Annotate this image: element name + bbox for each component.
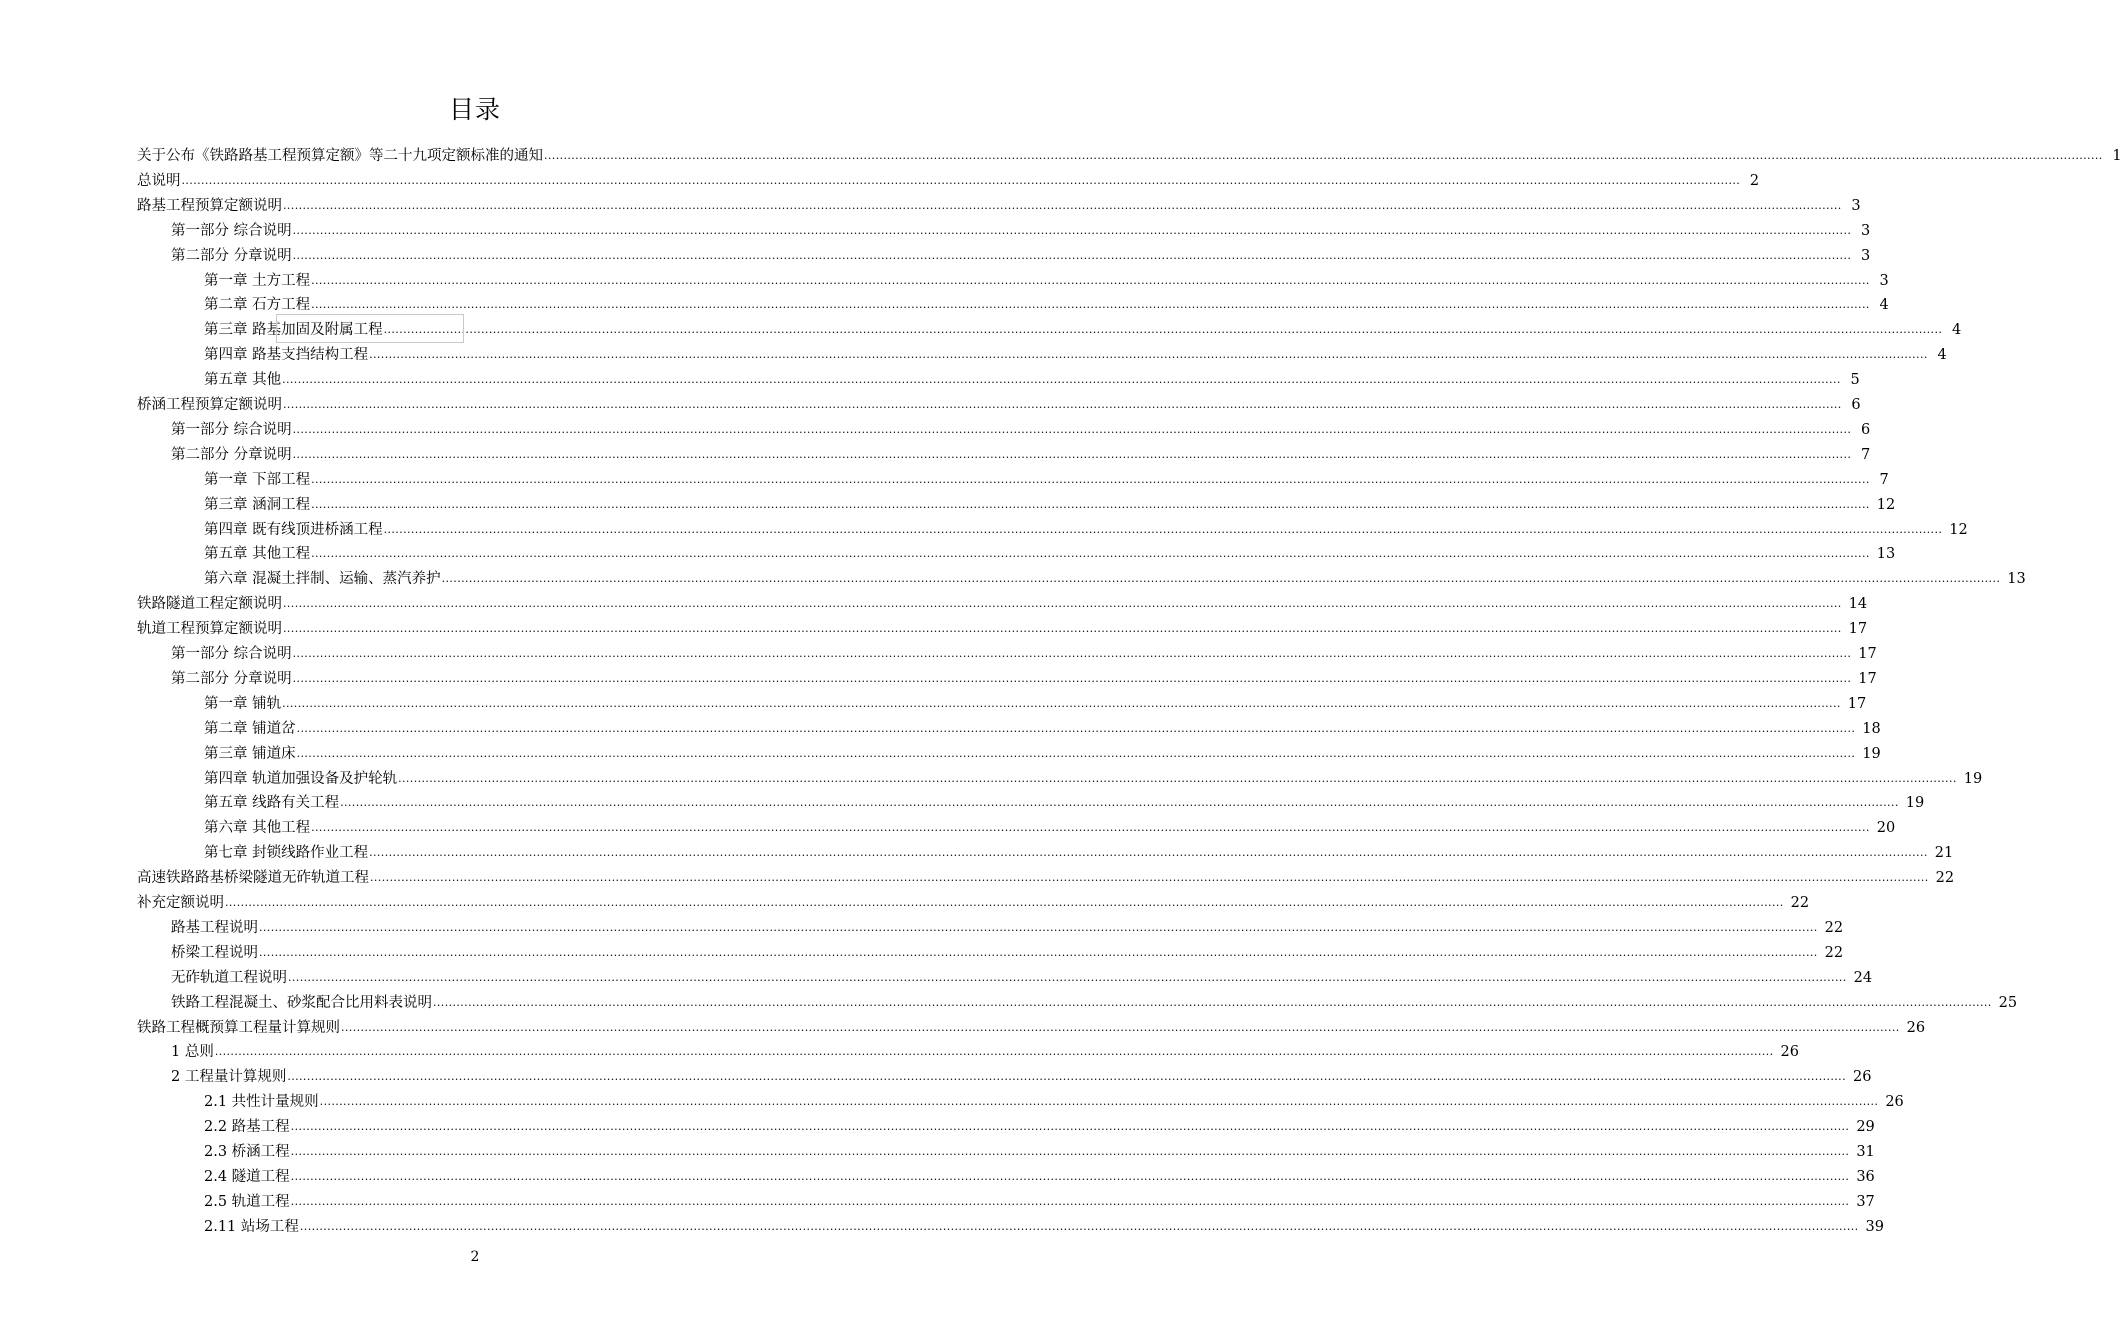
dot-leader: ................................................................................................................................................................................................................................................................................................................................................................................................................: [283, 622, 1842, 636]
dot-leader: ................................................................................................................................................................................................................................................................................................................................................................................................................: [311, 547, 1870, 561]
toc-entry-label: 第二部分 分章说明: [171, 446, 292, 463]
dot-leader: ................................................................................................................................................................................................................................................................................................................................................................................................................: [287, 1070, 1846, 1084]
dot-leader: ................................................................................................................................................................................................................................................................................................................................................................................................................: [292, 248, 1852, 262]
page-title: 目录: [448, 95, 501, 124]
toc-entry-page-number: 22: [1790, 895, 1810, 911]
toc-entry[interactable]: [204, 467, 1889, 489]
dot-leader: ................................................................................................................................................................................................................................................................................................................................................................................................................: [311, 273, 1870, 287]
toc-entry[interactable]: [204, 1089, 1904, 1111]
toc-entry-label: 路基工程预算定额说明: [137, 197, 282, 214]
toc-entry-page-number: 12: [1949, 521, 1968, 538]
toc-entry[interactable]: [137, 890, 1810, 912]
toc-entry-label: 第二部分 分章说明: [171, 247, 292, 264]
dot-leader: ................................................................................................................................................................................................................................................................................................................................................................................................................: [370, 871, 1929, 885]
toc-entry-page-number: 2: [1749, 172, 1760, 189]
toc-entry-label: 1 总则: [171, 1044, 214, 1061]
toc-entry-label: 2.5 轨道工程: [204, 1193, 290, 1210]
dot-leader: ................................................................................................................................................................................................................................................................................................................................................................................................................: [292, 671, 1852, 685]
toc-entry[interactable]: [171, 1039, 1799, 1061]
toc-entry-label: 第二章 石方工程: [204, 297, 311, 314]
toc-entry-page-number: 5: [1850, 372, 1860, 389]
toc-entry-page-number: 7: [1861, 446, 1871, 463]
toc-entry[interactable]: [137, 591, 1868, 613]
toc-entry-label: 第一章 土方工程: [204, 272, 311, 289]
toc-entry-page-number: 4: [1952, 322, 1962, 339]
toc-entry-label: 第四章 路基支挡结构工程: [204, 347, 369, 364]
dot-leader: ................................................................................................................................................................................................................................................................................................................................................................................................................: [181, 173, 1741, 187]
toc-entry-page-number: 1: [2112, 148, 2122, 164]
toc-entry-page-number: 3: [1861, 247, 1871, 264]
toc-entry-page-number: 24: [1853, 969, 1873, 986]
toc-entry-label: 第三章 涵洞工程: [204, 496, 311, 513]
toc-entry-page-number: 22: [1824, 944, 1844, 961]
toc-entry[interactable]: [204, 815, 1896, 837]
toc-entry-label: 第六章 其他工程: [204, 820, 311, 837]
dot-leader: ................................................................................................................................................................................................................................................................................................................................................................................................................: [292, 223, 1852, 237]
toc-entry-page-number: 25: [1998, 994, 2018, 1011]
toc-entry-label: 2.11 站场工程: [204, 1218, 299, 1235]
toc-entry[interactable]: [204, 766, 1983, 788]
dot-leader: ................................................................................................................................................................................................................................................................................................................................................................................................................: [311, 298, 1870, 312]
toc-entry-page-number: 26: [1780, 1044, 1799, 1061]
toc-entry[interactable]: [204, 741, 1881, 763]
toc-entry-page-number: 19: [1963, 770, 1983, 787]
toc-entry[interactable]: [204, 1114, 1875, 1136]
toc-entry-page-number: 13: [2007, 571, 2026, 588]
toc-entry[interactable]: [137, 1015, 1926, 1037]
toc-entry-label: 2 工程量计算规则: [171, 1069, 287, 1086]
toc-entry-page-number: 26: [1852, 1069, 1872, 1086]
toc-entry-label: 无砟轨道工程说明: [171, 969, 287, 986]
dot-leader: ................................................................................................................................................................................................................................................................................................................................................................................................................: [311, 472, 1870, 486]
toc-entry-page-number: 12: [1876, 496, 1896, 513]
toc-entry-page-number: 22: [1935, 870, 1955, 887]
toc-entry[interactable]: [204, 541, 1896, 563]
toc-entry[interactable]: [171, 243, 1871, 265]
page-number: 2: [470, 1249, 480, 1265]
dot-leader: ................................................................................................................................................................................................................................................................................................................................................................................................................: [292, 447, 1852, 461]
toc-entry[interactable]: [137, 616, 1868, 638]
toc-entry-label: 铁路工程混凝土、砂浆配合比用料表说明: [171, 994, 432, 1011]
toc-entry-page-number: 3: [1851, 197, 1861, 214]
toc-entry[interactable]: [171, 990, 2018, 1012]
toc-entry[interactable]: [171, 218, 1871, 240]
dot-leader: ................................................................................................................................................................................................................................................................................................................................................................................................................: [341, 1020, 1900, 1034]
toc-entry-page-number: 13: [1876, 546, 1896, 563]
dot-leader: ................................................................................................................................................................................................................................................................................................................................................................................................................: [288, 970, 1847, 984]
dot-leader: ................................................................................................................................................................................................................................................................................................................................................................................................................: [340, 796, 1899, 810]
toc-entry-label: 第六章 混凝土拌制、运输、蒸汽养护: [204, 571, 441, 588]
toc-entry-label: 轨道工程预算定额说明: [137, 621, 282, 638]
toc-entry-page-number: 26: [1906, 1019, 1926, 1036]
toc-entry-label: 铁路工程概预算工程量计算规则: [137, 1019, 340, 1036]
toc-entry-page-number: 36: [1856, 1168, 1875, 1185]
dot-leader: ................................................................................................................................................................................................................................................................................................................................................................................................................: [292, 647, 1852, 660]
toc-entry-label: 桥涵工程预算定额说明: [137, 397, 282, 413]
toc-entry-page-number: 4: [1879, 297, 1889, 314]
toc-entry-label: 第一部分 综合说明: [171, 421, 292, 438]
dot-leader: ................................................................................................................................................................................................................................................................................................................................................................................................................: [311, 821, 1870, 835]
dot-leader: ................................................................................................................................................................................................................................................................................................................................................................................................................: [311, 497, 1870, 511]
toc-entry-page-number: 21: [1934, 845, 1954, 862]
toc-entry-page-number: 4: [1937, 347, 1947, 364]
toc-entry-page-number: 6: [1851, 397, 1861, 413]
dot-leader: ................................................................................................................................................................................................................................................................................................................................................................................................................: [299, 1219, 1859, 1233]
toc-entry[interactable]: [204, 342, 1947, 364]
toc-entry-page-number: 29: [1856, 1119, 1875, 1136]
toc-entry-label: 总说明: [137, 172, 181, 189]
toc-entry-label: 高速铁路路基桥梁隧道无砟轨道工程: [137, 870, 369, 887]
dot-leader: ................................................................................................................................................................................................................................................................................................................................................................................................................: [292, 422, 1852, 436]
toc-entry[interactable]: [204, 1189, 1875, 1211]
dot-leader: ................................................................................................................................................................................................................................................................................................................................................................................................................: [290, 1194, 1850, 1208]
dot-leader: ................................................................................................................................................................................................................................................................................................................................................................................................................: [544, 149, 2103, 162]
toc-entry-label: 第四章 轨道加强设备及护轮轨: [204, 770, 398, 787]
toc-entry[interactable]: [204, 840, 1954, 862]
toc-entry-page-number: 17: [1848, 621, 1868, 638]
dot-leader: ................................................................................................................................................................................................................................................................................................................................................................................................................: [282, 696, 1841, 710]
toc-entry[interactable]: [204, 691, 1867, 713]
toc-entry[interactable]: [137, 865, 1955, 887]
toc-entry[interactable]: [204, 1164, 1875, 1186]
dot-leader: ................................................................................................................................................................................................................................................................................................................................................................................................................: [283, 597, 1842, 611]
toc-entry-page-number: 6: [1861, 421, 1871, 438]
toc-entry-page-number: 19: [1862, 745, 1881, 762]
toc-entry[interactable]: [204, 716, 1881, 738]
dot-leader: ................................................................................................................................................................................................................................................................................................................................................................................................................: [433, 995, 1992, 1009]
toc-entry-page-number: 31: [1856, 1144, 1875, 1160]
toc-entry-label: 第三章 铺道床: [204, 745, 296, 762]
toc-entry-label: 补充定额说明: [137, 895, 224, 911]
toc-entry-page-number: 39: [1865, 1218, 1884, 1235]
toc-entry-page-number: 17: [1847, 695, 1867, 712]
toc-entry-label: 桥梁工程说明: [171, 944, 258, 961]
dot-leader: ................................................................................................................................................................................................................................................................................................................................................................................................................: [282, 373, 1841, 387]
toc-entry[interactable]: [171, 1064, 1872, 1086]
toc-entry-page-number: 17: [1858, 646, 1877, 662]
toc-entry[interactable]: [204, 292, 1889, 314]
dot-leader: ................................................................................................................................................................................................................................................................................................................................................................................................................: [398, 771, 1957, 785]
toc-entry[interactable]: [204, 790, 1925, 812]
dot-leader: ................................................................................................................................................................................................................................................................................................................................................................................................................: [283, 198, 1842, 212]
toc-entry-label: 铁路隧道工程定额说明: [137, 596, 282, 613]
toc-entry[interactable]: [137, 193, 1861, 215]
toc-entry-label: 第七章 封锁线路作业工程: [204, 845, 369, 862]
dot-leader: ................................................................................................................................................................................................................................................................................................................................................................................................................: [319, 1095, 1879, 1109]
dot-leader: ................................................................................................................................................................................................................................................................................................................................................................................................................: [369, 846, 1928, 860]
toc-entry-label: 第五章 其他: [204, 372, 282, 389]
dot-leader: ................................................................................................................................................................................................................................................................................................................................................................................................................: [259, 920, 1818, 934]
toc-entry-label: 2.2 路基工程: [204, 1119, 290, 1136]
toc-entry-page-number: 22: [1824, 919, 1844, 936]
toc-entry-page-number: 37: [1856, 1193, 1875, 1210]
toc-entry-page-number: 3: [1861, 222, 1871, 239]
toc-entry-label: 第二部分 分章说明: [171, 670, 292, 687]
toc-entry-page-number: 26: [1885, 1094, 1904, 1111]
toc-entry[interactable]: [204, 517, 1968, 539]
toc-entry-page-number: 3: [1879, 272, 1889, 289]
toc-entry-label: 第五章 线路有关工程: [204, 795, 340, 812]
toc-entry[interactable]: [171, 417, 1871, 439]
toc-entry[interactable]: [171, 641, 1877, 663]
toc-entry[interactable]: [137, 168, 1760, 190]
toc-entry-label: 第一部分 综合说明: [171, 222, 292, 239]
dot-leader: ................................................................................................................................................................................................................................................................................................................................................................................................................: [283, 398, 1842, 411]
dot-leader: ................................................................................................................................................................................................................................................................................................................................................................................................................: [369, 348, 1928, 362]
toc-entry-label: 第一章 铺轨: [204, 695, 282, 712]
dot-leader: ................................................................................................................................................................................................................................................................................................................................................................................................................: [383, 522, 1943, 536]
dot-leader: ................................................................................................................................................................................................................................................................................................................................................................................................................: [383, 323, 1943, 337]
toc-entry[interactable]: [204, 1139, 1875, 1161]
dot-leader: ................................................................................................................................................................................................................................................................................................................................................................................................................: [214, 1045, 1774, 1059]
toc-entry-label: 2.4 隧道工程: [204, 1168, 290, 1185]
toc-entry[interactable]: [137, 143, 2122, 165]
selection-box: [276, 314, 464, 343]
toc-entry-page-number: 19: [1905, 795, 1925, 812]
dot-leader: ................................................................................................................................................................................................................................................................................................................................................................................................................: [441, 572, 2001, 586]
toc-entry[interactable]: [171, 442, 1871, 464]
dot-leader: ................................................................................................................................................................................................................................................................................................................................................................................................................: [290, 1145, 1850, 1158]
toc-entry-label: 路基工程说明: [171, 919, 258, 936]
toc-entry-label: 2.1 共性计量规则: [204, 1094, 319, 1111]
dot-leader: ................................................................................................................................................................................................................................................................................................................................................................................................................: [259, 945, 1818, 959]
toc-entry-page-number: 20: [1876, 820, 1896, 837]
toc-entry[interactable]: [204, 492, 1896, 514]
toc-entry[interactable]: [204, 1214, 1884, 1236]
dot-leader: ................................................................................................................................................................................................................................................................................................................................................................................................................: [225, 896, 1784, 909]
toc-entry-page-number: 7: [1879, 471, 1889, 488]
toc-entry[interactable]: [204, 268, 1889, 290]
toc-entry-label: 第一部分 综合说明: [171, 646, 292, 662]
dot-leader: ................................................................................................................................................................................................................................................................................................................................................................................................................: [296, 721, 1856, 735]
toc-entry-label: 第二章 铺道岔: [204, 720, 296, 737]
toc-entry-label: 第三章 路基加固及附属工程: [204, 322, 383, 339]
toc-entry-label: 2.3 桥涵工程: [204, 1144, 290, 1160]
toc-entry[interactable]: [204, 566, 2026, 588]
toc-entry[interactable]: [137, 392, 1861, 414]
toc-entry-label: 第一章 下部工程: [204, 471, 311, 488]
toc-entry[interactable]: [171, 940, 1844, 962]
dot-leader: ................................................................................................................................................................................................................................................................................................................................................................................................................: [296, 746, 1856, 760]
toc-entry-label: 关于公布《铁路路基工程预算定额》等二十九项定额标准的通知: [137, 148, 543, 164]
toc-entry-page-number: 18: [1862, 720, 1881, 737]
toc-entry-label: 第四章 既有线顶进桥涵工程: [204, 521, 383, 538]
toc-entry[interactable]: [171, 965, 1873, 987]
toc-entry[interactable]: [171, 666, 1877, 688]
toc-entry[interactable]: [204, 367, 1860, 389]
toc-entry-page-number: 14: [1848, 596, 1868, 613]
toc-entry-page-number: 17: [1858, 670, 1877, 687]
toc-entry-label: 第五章 其他工程: [204, 546, 311, 563]
dot-leader: ................................................................................................................................................................................................................................................................................................................................................................................................................: [290, 1120, 1850, 1134]
toc-entry[interactable]: [171, 915, 1844, 937]
dot-leader: ................................................................................................................................................................................................................................................................................................................................................................................................................: [290, 1169, 1850, 1183]
